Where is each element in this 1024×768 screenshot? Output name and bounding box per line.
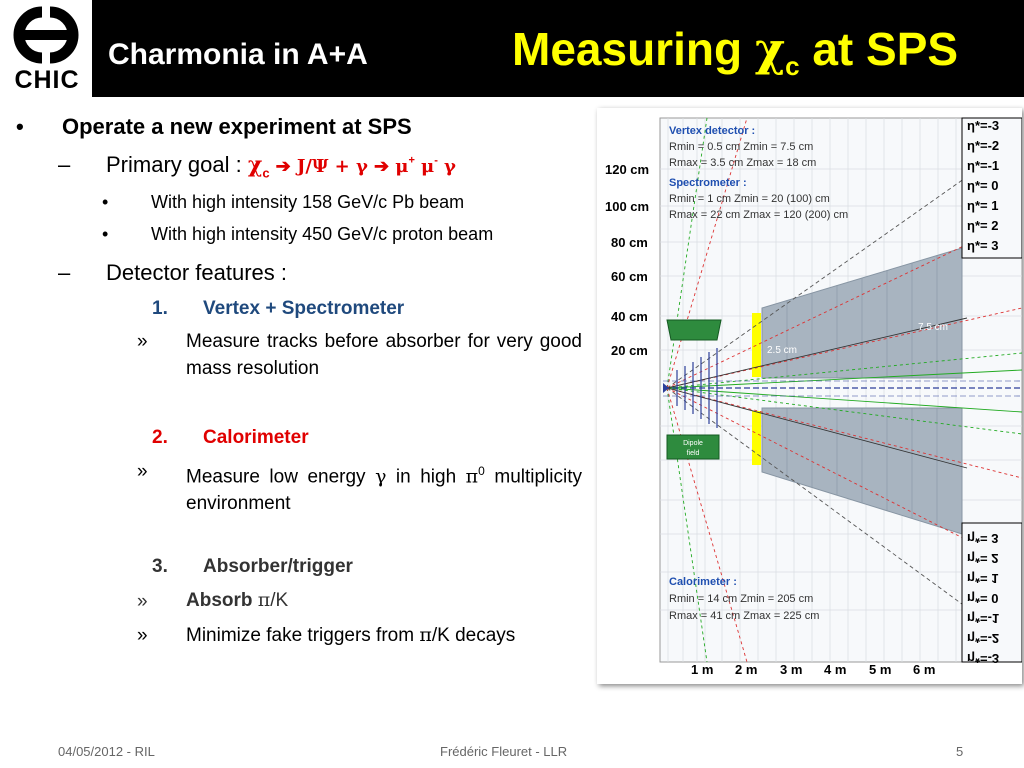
calorimeter-line-1: Rmin = 14 cm Zmin = 205 cm — [669, 593, 814, 605]
goal-arrow-1: ➔ — [275, 156, 291, 176]
eta-label-upper-6: η*= 2 — [967, 218, 999, 233]
header-bar — [0, 0, 1024, 97]
goal-mu-plus-sup: + — [408, 154, 415, 167]
primary-goal-line — [106, 152, 456, 180]
item1-number: 1. — [152, 298, 168, 319]
eta-labels-lower-mirrored — [967, 531, 999, 666]
y-axis-label: 60 cm — [611, 269, 648, 284]
bullet-operate: Operate a new experiment at SPS — [62, 114, 412, 139]
eta-label-lower-2: η*=-2 — [967, 631, 1000, 646]
goal-pb-beam: With high intensity 158 GeV/c Pb beam — [151, 192, 465, 212]
label-2-5-cm: 2.5 cm — [767, 345, 798, 356]
eta-label-lower-6: η*= 2 — [967, 551, 999, 566]
calorimeter-title: Calorimeter : — [669, 576, 737, 588]
y-axis-label: 120 cm — [605, 162, 650, 177]
goal-mu-minus-sup: - — [434, 154, 438, 167]
goal-gamma: γ — [444, 156, 456, 177]
item3-absorb-bold: Absorb — [186, 590, 258, 611]
goal-chi-sub: c — [262, 165, 270, 181]
slide-title — [512, 22, 958, 82]
item3-absorb-pi: π — [257, 589, 271, 611]
detector-diagram — [597, 108, 1022, 684]
title-text-pre: Measuring — [512, 23, 755, 75]
vertex-detector-title: Vertex detector : — [669, 125, 756, 137]
title-text-post: at SPS — [799, 23, 959, 75]
eta-label-upper-7: η*= 3 — [967, 238, 999, 253]
eta-labels-upper — [967, 118, 999, 253]
x-axis-label: 5 m — [869, 662, 892, 677]
item2-desc-pi: π — [465, 465, 479, 488]
goal-mu-minus: μ — [421, 156, 435, 177]
item1-description: Measure tracks before absorber for very good mass resolution — [186, 331, 582, 379]
eta-label-upper-5: η*= 1 — [967, 198, 999, 213]
item2-desc-mid: in high — [386, 466, 466, 488]
bullet-marker: • — [16, 114, 24, 139]
footer-author: Frédéric Fleuret - LLR — [440, 744, 568, 759]
eta-label-lower-7: η*= 3 — [967, 531, 999, 546]
eta-label-lower-3: η*=-1 — [967, 611, 1000, 626]
item3-absorb-line — [186, 589, 288, 612]
item3-number: 3. — [152, 556, 168, 577]
calorimeter-lower — [752, 411, 761, 465]
vertex-detector-line-1: Rmin = 0.5 cm Zmin = 7.5 cm — [669, 141, 814, 153]
item2-desc-sup: 0 — [478, 464, 485, 478]
sub-bullet-marker: • — [102, 192, 109, 212]
item2-desc-gamma: γ — [375, 465, 387, 488]
logo-text: CHIC — [14, 66, 80, 94]
goal-chi: χ — [247, 152, 263, 178]
item2-desc-pre: Measure low energy — [186, 466, 376, 488]
eta-label-upper-4: η*= 0 — [967, 178, 999, 193]
eta-label-upper-2: η*=-2 — [967, 138, 1000, 153]
item2-label: Calorimeter — [203, 427, 309, 448]
vertex-detector-line-2: Rmax = 3.5 cm Zmax = 18 cm — [669, 157, 817, 169]
raquo-marker: » — [137, 625, 148, 646]
y-axis-label: 20 cm — [611, 343, 648, 358]
eta-label-lower-1: η*=-3 — [967, 651, 1000, 666]
primary-goal-label: Primary goal : — [106, 152, 248, 177]
item1-label: Vertex + Spectrometer — [203, 298, 405, 319]
item3-label: Absorber/trigger — [203, 556, 353, 577]
raquo-marker: » — [137, 461, 148, 482]
spectrometer-line-2: Rmax = 22 cm Zmax = 120 (200) cm — [669, 209, 849, 221]
goal-arrow-2: ➔ — [374, 156, 390, 176]
item2-number: 2. — [152, 427, 168, 448]
item3-minimize-line — [186, 622, 582, 649]
x-axis-label: 4 m — [824, 662, 847, 677]
y-axis-label: 40 cm — [611, 309, 648, 324]
detector-features-label: Detector features : — [106, 260, 287, 285]
x-axis-label: 2 m — [735, 662, 758, 677]
sub-bullet-marker: • — [102, 224, 109, 244]
spectrometer-line-1: Rmin = 1 cm Zmin = 20 (100) cm — [669, 193, 830, 205]
goal-mu-plus: μ — [395, 156, 409, 177]
item3-minimize-pi: π — [419, 624, 432, 646]
calorimeter-line-2: Rmax = 41 cm Zmax = 225 cm — [669, 610, 820, 622]
eta-label-upper-1: η*=-3 — [967, 118, 1000, 133]
dipole-upper — [667, 320, 721, 340]
item3-absorb-rest: /K — [270, 590, 289, 611]
title-chi: χ — [754, 22, 786, 76]
item3-minimize-pre: Minimize fake triggers from — [186, 625, 420, 646]
footer-date: 04/05/2012 - RIL — [58, 744, 155, 759]
y-axis-label: 100 cm — [605, 199, 650, 214]
dipole-label-1: Dipole — [683, 440, 703, 447]
goal-proton-beam: With high intensity 450 GeV/c proton beam — [151, 224, 494, 244]
item3-minimize-post: /K decays — [431, 625, 516, 646]
x-axis-label: 3 m — [780, 662, 803, 677]
detector-layout-figure — [597, 108, 1022, 684]
dipole-label-2: field — [686, 450, 700, 457]
dash-marker: – — [58, 152, 71, 177]
eta-label-upper-3: η*=-1 — [967, 158, 1000, 173]
label-7-5-cm: 7.5 cm — [918, 322, 949, 333]
spectrometer-title: Spectrometer : — [669, 177, 747, 189]
dash-marker: – — [58, 260, 71, 285]
eta-label-lower-4: η*= 0 — [967, 591, 999, 606]
goal-jpsi: J/Ψ + γ — [296, 156, 368, 177]
eta-label-lower-5: η*= 1 — [967, 571, 999, 586]
item2-description — [186, 458, 582, 517]
x-axis-label: 1 m — [691, 662, 714, 677]
slide-subtitle: Charmonia in A+A — [108, 38, 368, 71]
footer-page-number: 5 — [956, 744, 964, 759]
raquo-marker: » — [137, 331, 148, 352]
raquo-marker: » — [137, 591, 148, 612]
x-axis-label: 6 m — [913, 662, 936, 677]
y-axis-label: 80 cm — [611, 235, 648, 250]
chic-logo — [0, 0, 92, 97]
item2-desc-post: multiplicity environment — [186, 466, 582, 515]
chic-logo-mark — [4, 4, 88, 66]
title-chi-sub: c — [785, 51, 800, 82]
